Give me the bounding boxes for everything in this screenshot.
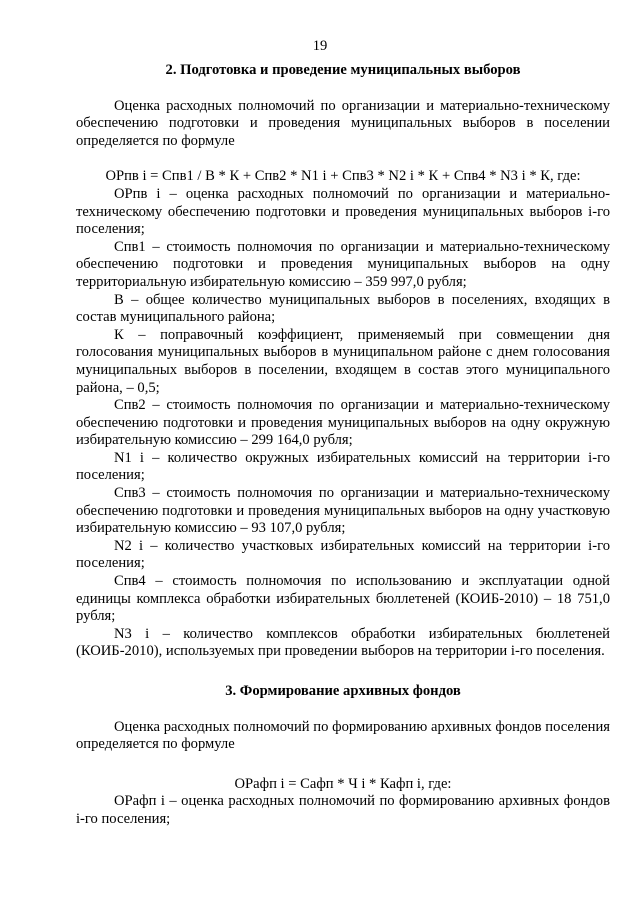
page-content: [76, 62, 610, 829]
definition-orafp: ОРафп i – оценка расходных полномочий по формированию архивных фондов i-го поселения;: [76, 793, 610, 827]
definition-n1: N1 i – количество окружных избирательных комиссий на территории i-го поселения;: [76, 449, 610, 484]
definition-n2: N2 i – количество участковых избирательных комиссий на территории i-го поселения;: [76, 537, 610, 572]
section-3-formula: ОРафп i = Сафп * Ч i * Кафп i, где:: [234, 775, 452, 792]
section-2-heading: 2. Подготовка и проведение муниципальных выборов: [165, 62, 521, 78]
section-3-intro: Оценка расходных полномочий по формированию архивных фондов поселения определяется по формуле: [76, 718, 610, 753]
page-number: 19: [312, 38, 328, 54]
section-3-heading: 3. Формирование архивных фондов: [225, 683, 461, 699]
definition-spv4: Спв4 – стоимость полномочия по использованию и эксплуатации одной единицы комплекса обработки избирательных бюллетеней (КОИБ-2010) – 18 751,0 рубля;: [76, 573, 610, 625]
definition-k: К – поправочный коэффициент, применяемый при совмещении дня голосования муниципальных выборов в муниципальном районе с днем голосования муниципальных выборов в поселении, входящем в состав этого муниципального района, – 0,5;: [76, 326, 610, 396]
definition-n3: N3 i – количество комплексов обработки избирательных бюллетеней (КОИБ-2010), используемых при проведении выборов на территории i-го поселения.: [76, 625, 610, 660]
definition-spv3: Спв3 – стоимость полномочия по организации и материально-техническому обеспечению подготовки и проведения муниципальных выборов на одну участковую избирательную комиссию – 93 107,0 рубля;: [76, 485, 610, 537]
section-2-intro: Оценка расходных полномочий по организации и материально-техническому обеспечению подготовки и проведения муниципальных выборов в поселении определяется по формуле: [76, 97, 610, 149]
definition-spv1: Спв1 – стоимость полномочия по организации и материально-техническому обеспечению подготовки и проведения муниципальных выборов на одну территориальную избирательную комиссию – 359 997,0 рубля;: [76, 238, 610, 290]
section-2-formula: ОРпв i = Спв1 / В * К + Спв2 * N1 i + Спв3 * N2 i * К + Спв4 * N3 i * К, где:: [105, 168, 581, 185]
definition-spv2: Спв2 – стоимость полномочия по организации и материально-техническому обеспечению подготовки и проведения муниципальных выборов на одну окружную избирательную комиссию – 299 164,0 рубля;: [76, 397, 610, 449]
definition-v: В – общее количество муниципальных выборов в поселениях, входящих в состав муниципального района;: [76, 291, 610, 326]
definition-orpv: ОРпв i – оценка расходных полномочий по организации и материально-техническому обеспечению подготовки и проведения муниципальных выборов i-го поселения;: [76, 185, 610, 238]
